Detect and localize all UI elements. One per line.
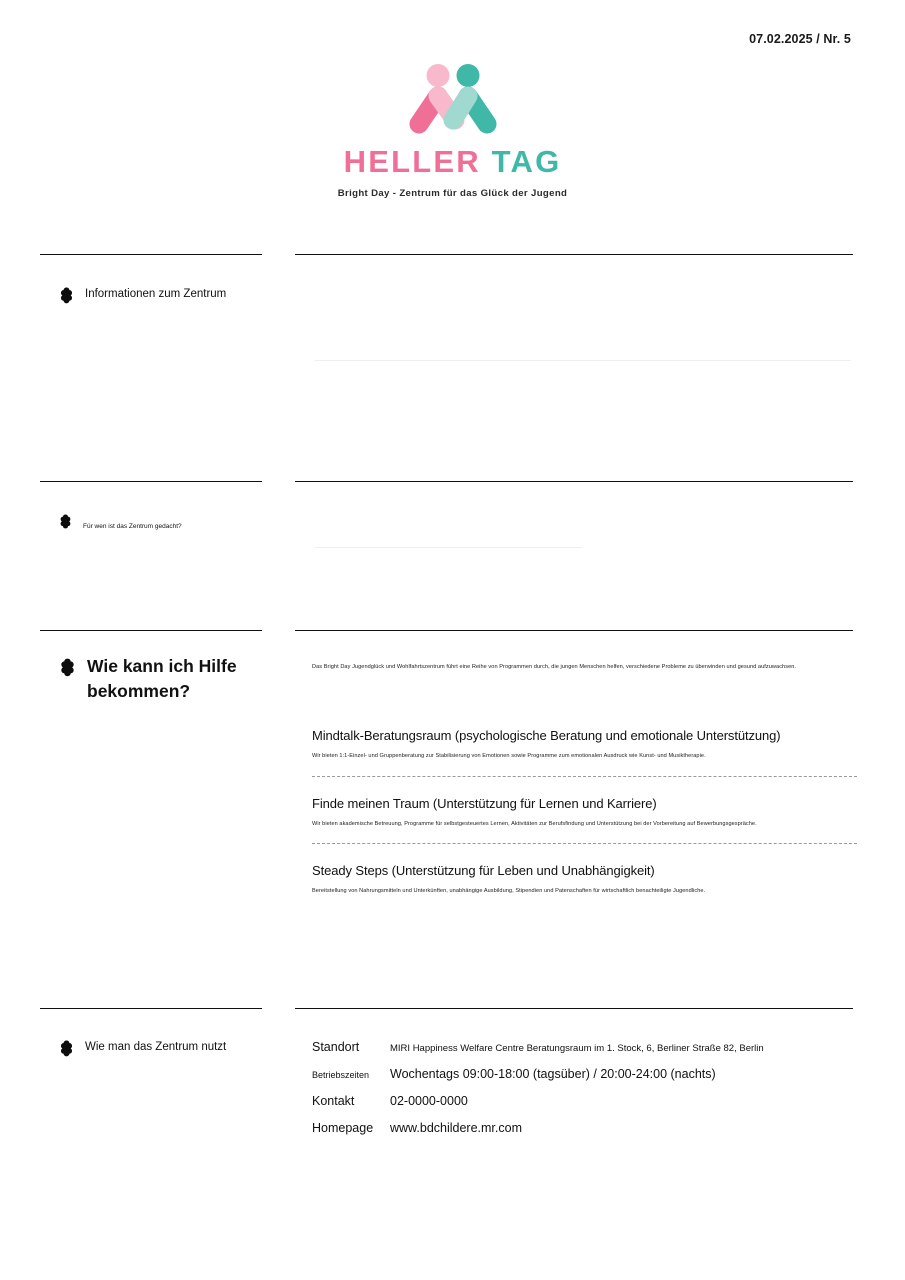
contact-value: Wochentags 09:00-18:00 (tagsüber) / 20:00-24:00 (nachts) xyxy=(390,1067,716,1081)
section-rule-left xyxy=(40,481,262,482)
section-rule-right xyxy=(295,254,853,255)
section-rule-left xyxy=(40,630,262,631)
section-label-text: Wie kann ich Hilfe bekommen? xyxy=(87,656,237,702)
section-rule-left xyxy=(40,1008,262,1009)
program-block xyxy=(312,863,857,895)
section-label-text: Wie man das Zentrum nutzt xyxy=(85,1041,227,1053)
logo-block xyxy=(0,62,905,199)
section-label-text: Für wen ist das Zentrum gedacht? xyxy=(83,523,182,530)
clover-bullet-icon xyxy=(58,658,77,677)
clover-bullet-icon xyxy=(58,1040,75,1057)
program-title: Finde meinen Traum (Unterstützung für Lernen und Karriere) xyxy=(312,795,657,811)
two-people-figures-icon xyxy=(405,62,501,140)
program-title: Mindtalk-Beratungsraum (psychologische Beratung und emotionale Unterstützung) xyxy=(312,728,781,744)
program-description: Wir bieten akademische Betreuung, Programme für selbstgesteuertes Lernen, Aktivitäten zur Berufsfindung und Unterstützung bei der Vorbereitung auf Bewerbungsgespräche. xyxy=(312,820,757,827)
contact-value: 02-0000-0000 xyxy=(390,1094,468,1108)
section-content xyxy=(312,663,857,896)
logo-tagline: Bright Day - Zentrum für das Glück der Jugend xyxy=(337,188,568,199)
contact-key: Betriebszeiten xyxy=(312,1070,370,1080)
clover-bullet-icon xyxy=(58,514,73,529)
section-rule-right xyxy=(295,1008,853,1009)
program-description: Bereitstellung von Nahrungsmitteln und Unterkünften, unabhängige Ausbildung, Stipendien und Patenschaften für wirtschaftlich benachteiligte Jugendliche. xyxy=(312,888,706,895)
contact-key: Kontakt xyxy=(312,1094,355,1108)
help-intro-text: Das Bright Day Jugendglück und Wohlfahrtszentrum führt eine Reihe von Programmen durch, die jungen Menschen helfen, verschiedene Probleme zu überwinden und gesund aufzuwachsen. xyxy=(312,664,797,670)
section-rule-right xyxy=(295,481,853,482)
contact-details xyxy=(312,1040,872,1148)
section-label xyxy=(58,654,257,705)
section-label xyxy=(58,514,182,531)
section-label xyxy=(58,287,226,304)
clover-bullet-icon xyxy=(58,287,75,304)
document-date-issue: 07.02.2025 / Nr. 5 xyxy=(749,32,851,46)
program-block xyxy=(312,796,857,844)
program-separator xyxy=(312,843,857,844)
logo-wordmark xyxy=(0,146,905,177)
content-placeholder-line xyxy=(315,547,582,548)
contact-row xyxy=(312,1121,872,1135)
logo-word-heller: HELLER xyxy=(343,144,481,179)
program-block xyxy=(312,728,857,776)
contact-row xyxy=(312,1067,872,1081)
contact-row xyxy=(312,1094,872,1108)
program-title: Steady Steps (Unterstützung für Leben und Unabhängigkeit) xyxy=(312,863,655,879)
section-label-text: Informationen zum Zentrum xyxy=(85,288,227,300)
contact-key: Standort xyxy=(312,1040,360,1054)
program-separator xyxy=(312,776,857,777)
contact-value-homepage[interactable]: www.bdchildere.mr.com xyxy=(390,1121,522,1135)
logo-word-tag: TAG xyxy=(491,144,562,179)
section-label xyxy=(58,1040,226,1057)
content-placeholder-line xyxy=(315,360,851,361)
section-rule-right xyxy=(295,630,853,631)
program-description: Wir bieten 1:1-Einzel- und Gruppenberatung zur Stabilisierung von Emotionen sowie Programme zum emotionalen Ausdruck wie Kunst- und Musiktherapie. xyxy=(312,753,706,760)
contact-value: MIRI Happiness Welfare Centre Beratungsraum im 1. Stock, 6, Berliner Straße 82, Berlin xyxy=(390,1043,764,1054)
contact-row xyxy=(312,1040,872,1054)
contact-key: Homepage xyxy=(312,1121,374,1135)
section-rule-left xyxy=(40,254,262,255)
